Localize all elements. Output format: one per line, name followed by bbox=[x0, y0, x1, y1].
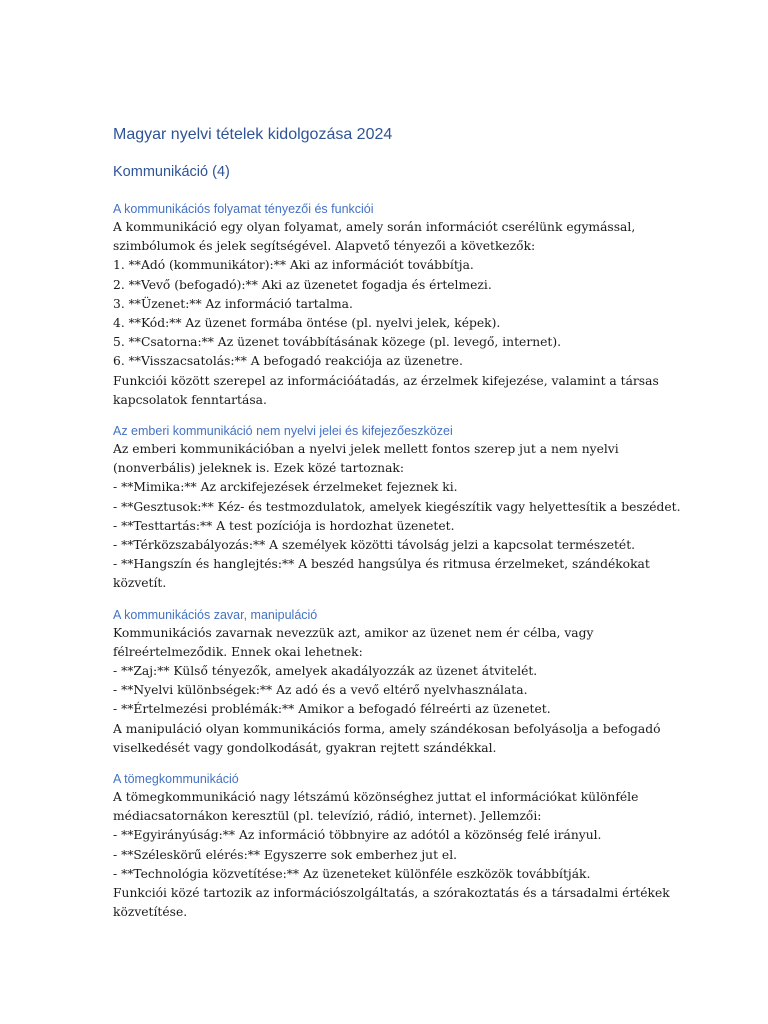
paragraph-line: Funkciói között szerepel az információátadás, az érzelmek kifejezése, valamint a társas bbox=[113, 373, 659, 388]
list-item: 5. **Csatorna:** Az üzenet továbbításának közege (pl. levegő, internet). bbox=[113, 335, 562, 350]
sub-heading: A kommunikációs zavar, manipuláció bbox=[113, 607, 318, 622]
list-item: - **Egyirányúság:** Az információ többnyire az adótól a közönség felé irányul. bbox=[113, 828, 602, 843]
list-item: - **Hangszín és hanglejtés:** A beszéd hangsúlya és ritmusa érzelmeket, szándékokat bbox=[113, 557, 650, 572]
list-item: - **Értelmezési problémák:** Amikor a befogadó félreérti az üzenetet. bbox=[113, 702, 551, 717]
paragraph-line: közvetít. bbox=[113, 576, 167, 591]
list-item: - **Széleskörű elérés:** Egyszerre sok emberhez jut el. bbox=[113, 847, 458, 862]
list-item: 4. **Kód:** Az üzenet formába öntése (pl. nyelvi jelek, képek). bbox=[113, 316, 501, 331]
list-item: 3. **Üzenet:** Az információ tartalma. bbox=[113, 296, 353, 311]
paragraph-line: szimbólumok és jelek segítségével. Alapvető tényezői a következők: bbox=[113, 239, 536, 254]
paragraph-line: Kommunikációs zavarnak nevezzük azt, amikor az üzenet nem ér célba, vagy bbox=[113, 625, 594, 640]
paragraph-line: (nonverbális) jeleknek is. Ezek közé tartoznak: bbox=[113, 461, 405, 476]
paragraph-line: A kommunikáció egy olyan folyamat, amely során információt cserélünk egymással, bbox=[113, 220, 636, 234]
section-block-mass-communication bbox=[113, 770, 673, 922]
paragraph-line: Az emberi kommunikációban a nyelvi jelek mellett fontos szerep jut a nem nyelvi bbox=[113, 442, 619, 457]
paragraph-line: kapcsolatok fenntartása. bbox=[113, 392, 267, 407]
document-title: Magyar nyelvi tételek kidolgozása 2024 bbox=[113, 126, 393, 143]
document-page bbox=[113, 124, 681, 935]
paragraph-line: A tömegkommunikáció nagy létszámú közönséghez juttat el információkat különféle bbox=[113, 790, 639, 805]
list-item: - **Mimika:** Az arckifejezések érzelmeket fejeznek ki. bbox=[113, 480, 458, 495]
list-item: - **Technológia közvetítése:** Az üzeneteket különféle eszközök továbbítják. bbox=[113, 866, 591, 881]
list-item: - **Testtartás:** A test pozíciója is hordozhat üzenetet. bbox=[113, 518, 455, 533]
list-item: - **Gesztusok:** Kéz- és testmozdulatok, amelyek kiegészítik vagy helyettesítik a beszédet. bbox=[113, 499, 681, 514]
section-title: Kommunikáció (4) bbox=[113, 164, 230, 180]
paragraph-line: Funkciói közé tartozik az információszolgáltatás, a szórakoztatás és a társadalmi értékek bbox=[113, 886, 670, 901]
list-item: 1. **Adó (kommunikátor):** Aki az információt továbbítja. bbox=[113, 258, 474, 273]
section-block-nonverbal bbox=[113, 422, 681, 594]
paragraph-line: viselkedését vagy gondolkodását, gyakran rejtett szándékkal. bbox=[113, 740, 497, 755]
section-block-manipulation bbox=[113, 606, 673, 758]
paragraph-line: A manipuláció olyan kommunikációs forma, amely szándékosan befolyásolja a befogadó bbox=[113, 721, 661, 736]
list-item: - **Nyelvi különbségek:** Az adó és a vevő eltérő nyelvhasználata. bbox=[113, 683, 528, 698]
sub-heading: Az emberi kommunikáció nem nyelvi jelei és kifejezőeszközei bbox=[113, 424, 453, 439]
paragraph-line: médiacsatornákon keresztül (pl. televízió, rádió, internet). Jellemzői: bbox=[113, 809, 542, 824]
list-item: - **Térközszabályozás:** A személyek közötti távolság jelzi a kapcsolat természetét. bbox=[113, 538, 636, 553]
sub-heading: A tömegkommunikáció bbox=[113, 772, 239, 787]
list-item: 2. **Vevő (befogadó):** Aki az üzenetet fogadja és értelmezi. bbox=[113, 277, 492, 292]
section-block-communication-factors bbox=[113, 200, 673, 410]
paragraph-line: félreértelmeződik. Ennek okai lehetnek: bbox=[113, 644, 363, 659]
list-item: - **Zaj:** Külső tényezők, amelyek akadályozzák az üzenet átvitelét. bbox=[113, 664, 538, 679]
list-item: 6. **Visszacsatolás:** A befogadó reakciója az üzenetre. bbox=[113, 354, 463, 369]
sub-heading: A kommunikációs folyamat tényezői és funkciói bbox=[113, 202, 374, 216]
paragraph-line: közvetítése. bbox=[113, 905, 188, 920]
